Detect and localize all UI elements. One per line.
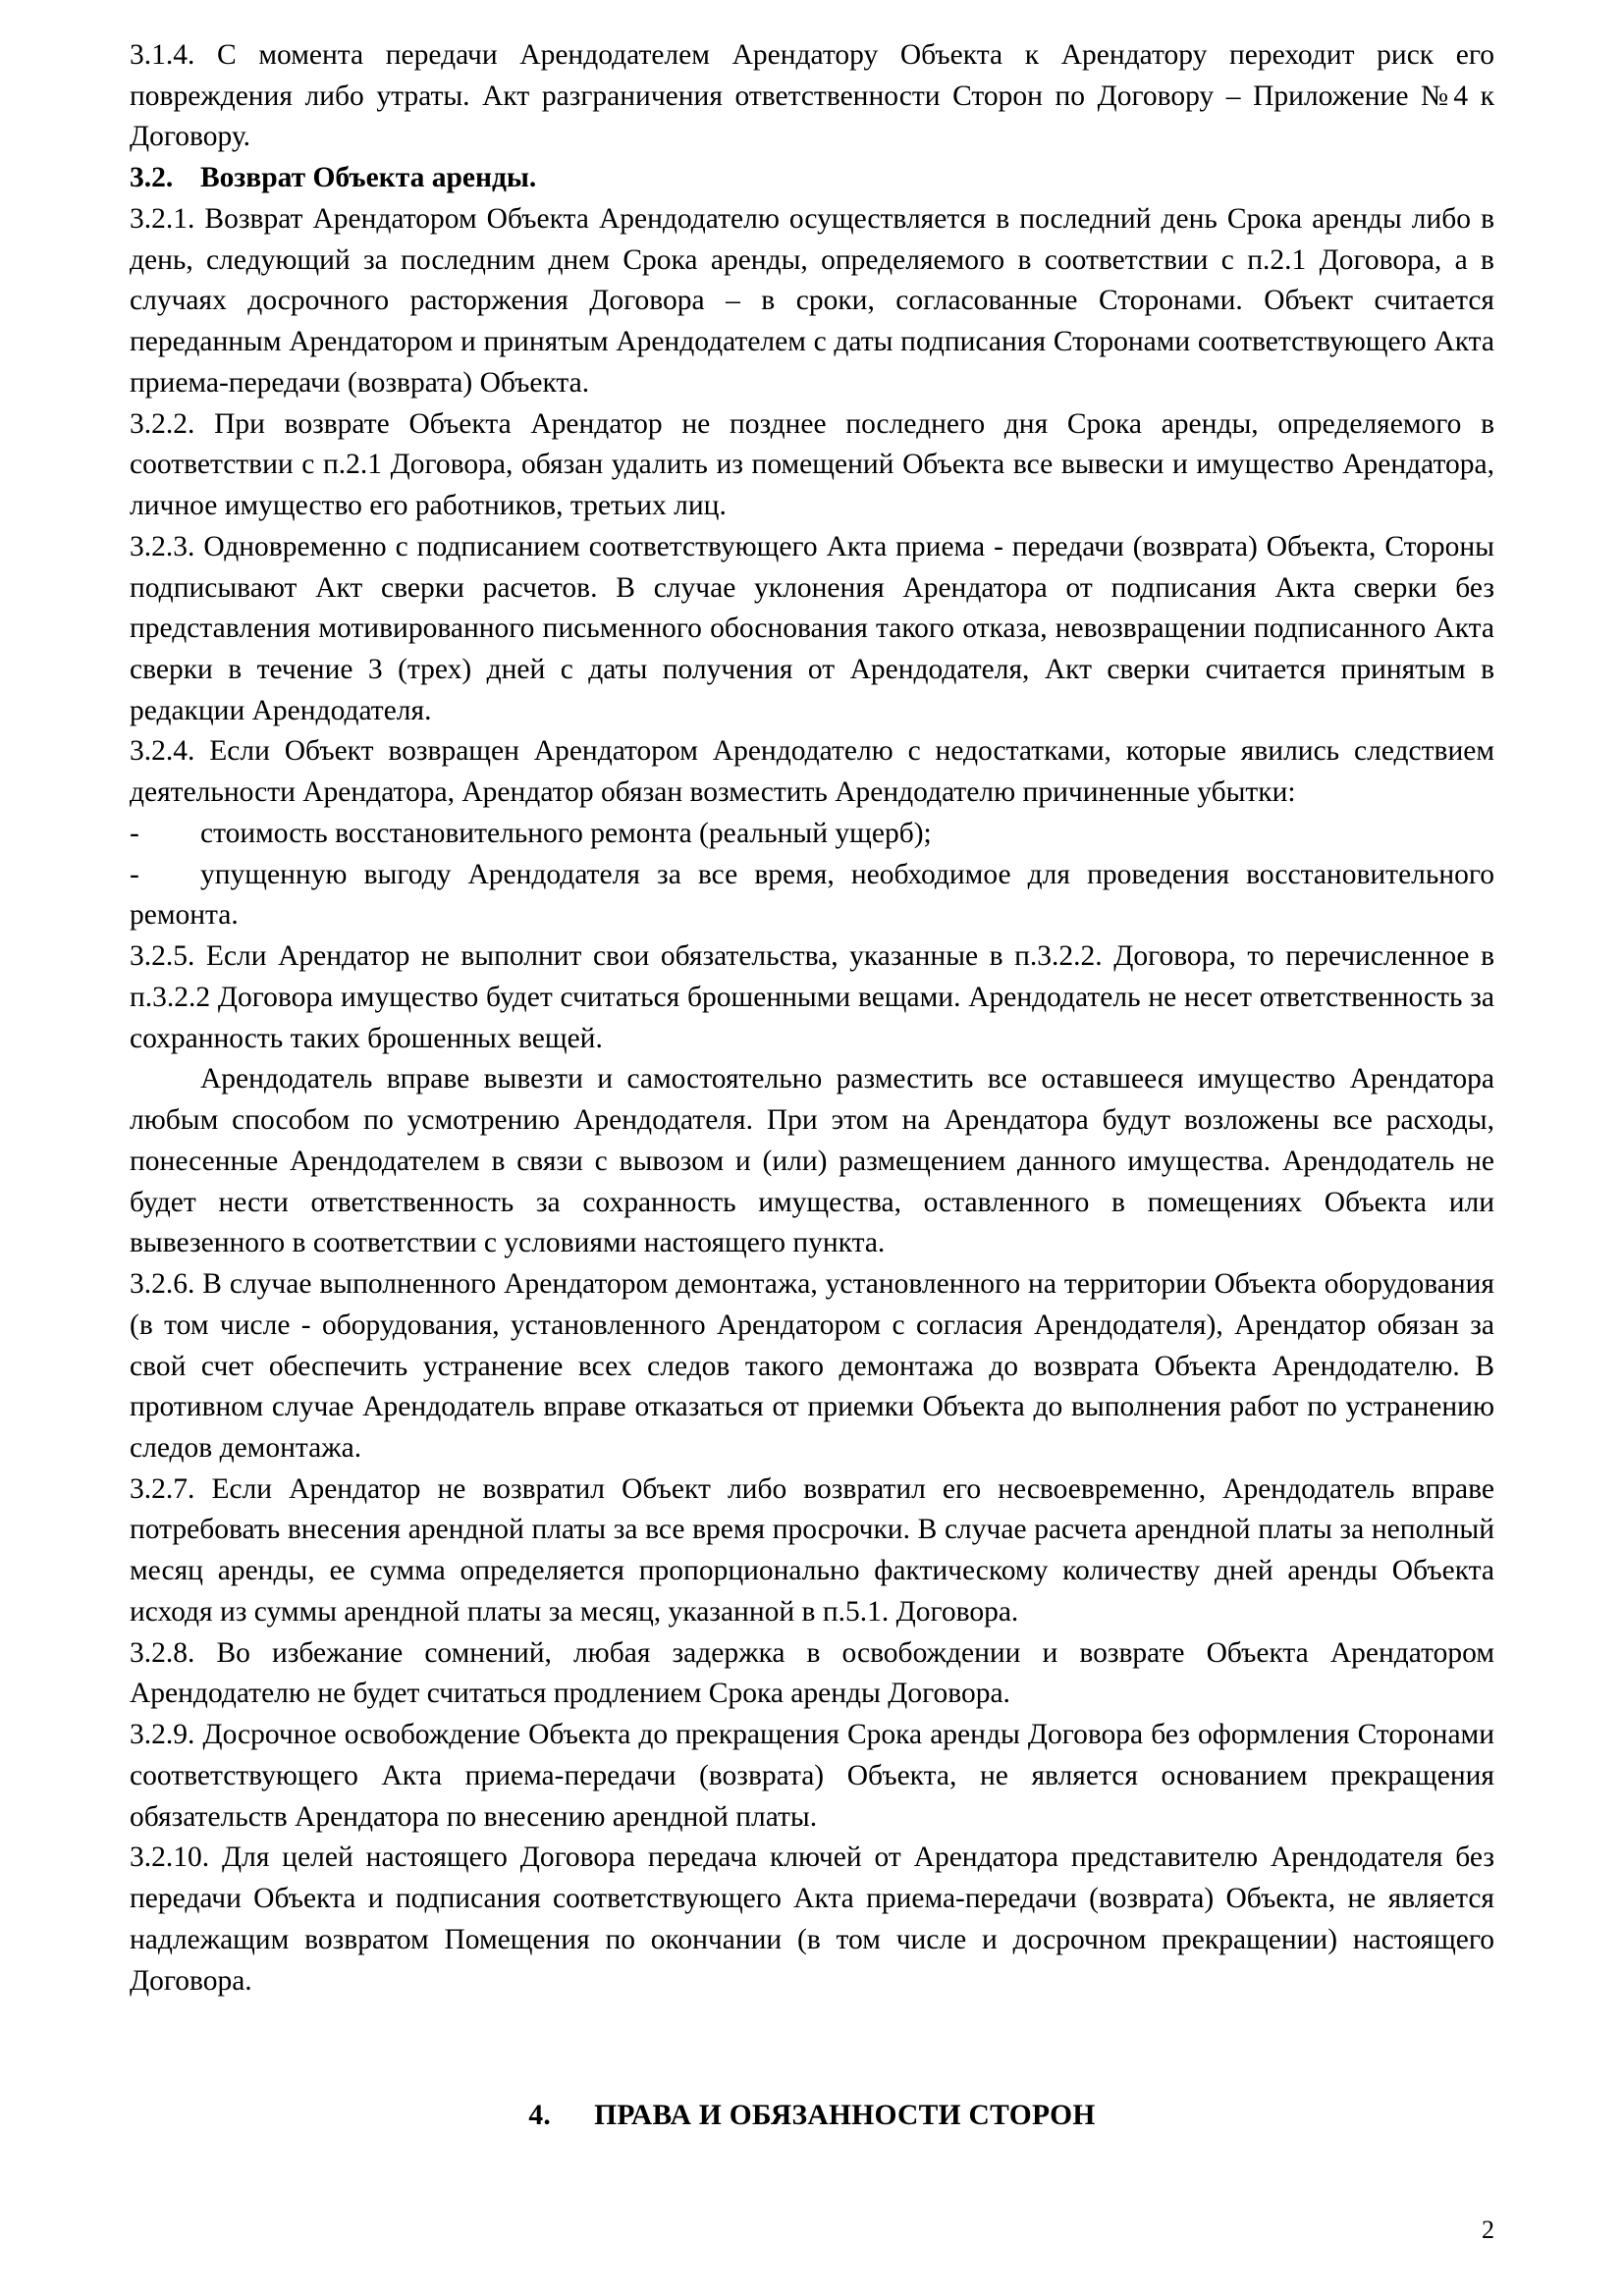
list-item <box>130 855 1494 936</box>
clause-3-2-7: 3.2.7. Если Арендатор не возвратил Объект либо возвратил его несвоевременно, Арендодатель вправе потребовать внесения арендной платы за все время просрочки. В случае расчета арендной платы за неполный месяц аренды, ее сумма определяется пропорционально фактическому количеству дней аренды Объекта исходя из суммы арендной платы за месяц, указанной в п.5.1. Договора. <box>130 1472 1494 1628</box>
document-body <box>130 35 1494 2137</box>
bullet-dash-icon: - <box>130 858 139 890</box>
heading-3-2-title: Возврат Объекта аренды. <box>200 162 537 194</box>
list-item-text: упущенную выгоду Арендодателя за все время, необходимое для проведения восстановительного ремонта. <box>130 858 1494 932</box>
clause-3-2-8: 3.2.8. Во избежание сомнений, любая задержка в освобождении и возврате Объекта Арендатором Арендодателю не будет считаться продлением Срока аренды Договора. <box>130 1636 1494 1710</box>
bullet-dash-icon: - <box>130 817 139 849</box>
section-spacer <box>130 2002 1494 2096</box>
section-4-title: ПРАВА И ОБЯЗАННОСТИ СТОРОН <box>594 2100 1096 2132</box>
clause-3-2-1: 3.2.1. Возврат Арендатором Объекта Арендодателю осуществляется в последний день Срока аренды либо в день, следующий за последним днем Срока аренды, определяемого в соответствии с п.2.1 Договора, а в случаях досрочного расторжения Договора – в сроки, согласованные Сторонами. Объект считается переданным Арендатором и принятым Арендодателем с даты подписания Сторонами соответствующего Акта приема-передачи (возврата) Объекта. <box>130 202 1494 399</box>
clause-3-1-4: 3.1.4. С момента передачи Арендодателем Арендатору Объекта к Арендатору переходит риск его повреждения либо утраты. Акт разграничения ответственности Сторон по Договору – Приложение №4 к Договору. <box>130 39 1494 153</box>
clause-3-2-5-continuation: Арендодатель вправе вывезти и самостоятельно разместить все оставшееся имущество Арендатора любым способом по усмотрению Арендодателя. При этом на Арендатора будут возложены все расходы, понесенные Арендодателем в связи с вывозом и (или) размещением данного имущества. Арендодатель не будет нести ответственность за сохранность имущества, оставленного в помещениях Объекта или вывезенного в соответствии с условиями настоящего пункта. <box>130 1063 1494 1259</box>
clause-3-2-5: 3.2.5. Если Арендатор не выполнит свои обязательства, указанные в п.3.2.2. Договора, то перечисленное в п.3.2.2 Договора имущество будет считаться брошенными вещами. Арендодатель не несет ответственность за сохранность таких брошенных вещей. <box>130 940 1494 1054</box>
clause-3-2-4: 3.2.4. Если Объект возвращен Арендатором Арендодателю с недостатками, которые явились следствием деятельности Арендатора, Арендатор обязан возместить Арендодателю причиненные убытки: <box>130 735 1494 809</box>
clause-3-2-3: 3.2.3. Одновременно с подписанием соответствующего Акта приема - передачи (возврата) Объекта, Стороны подписывают Акт сверки расчетов. В случае уклонения Арендатора от подписания Акта сверки без представления мотивированного письменного обоснования такого отказа, невозвращении подписанного Акта сверки в течение 3 (трех) дней с даты получения от Арендодателя, Акт сверки считается принятым в редакции Арендодателя. <box>130 530 1494 726</box>
clause-3-2-2: 3.2.2. При возврате Объекта Арендатор не позднее последнего дня Срока аренды, определяемого в соответствии с п.2.1 Договора, обязан удалить из помещений Объекта все вывески и имущество Арендатора, личное имущество его работников, третьих лиц. <box>130 407 1494 522</box>
page-number: 2 <box>1482 2216 1494 2244</box>
heading-3-2-number: 3.2. <box>130 162 174 194</box>
section-4-number: 4. <box>528 2100 552 2132</box>
heading-3-2 <box>130 158 1494 199</box>
section-4-heading <box>130 2096 1494 2137</box>
list-item <box>130 814 1494 855</box>
list-item-text: стоимость восстановительного ремонта (реальный ущерб); <box>200 817 932 849</box>
clause-3-2-9: 3.2.9. Досрочное освобождение Объекта до прекращения Срока аренды Договора без оформления Сторонами соответствующего Акта приема-передачи (возврата) Объекта, не является основанием прекращения обязательств Арендатора по внесению арендной платы. <box>130 1719 1494 1833</box>
clause-3-2-6: 3.2.6. В случае выполненного Арендатором демонтажа, установленного на территории Объекта оборудования (в том числе - оборудования, установленного Арендатором с согласия Арендодателя), Арендатор обязан за свой счет обеспечить устранение всех следов такого демонтажа до возврата Объекта Арендодателю. В противном случае Арендодатель вправе отказаться от приемки Объекта до выполнения работ по устранению следов демонтажа. <box>130 1268 1494 1464</box>
clause-3-2-10: 3.2.10. Для целей настоящего Договора передача ключей от Арендатора представителю Арендодателя без передачи Объекта и подписания соответствующего Акта приема-передачи (возврата) Объекта, не является надлежащим возвратом Помещения по окончании (в том числе и досрочном прекращении) настоящего Договора. <box>130 1842 1494 1997</box>
